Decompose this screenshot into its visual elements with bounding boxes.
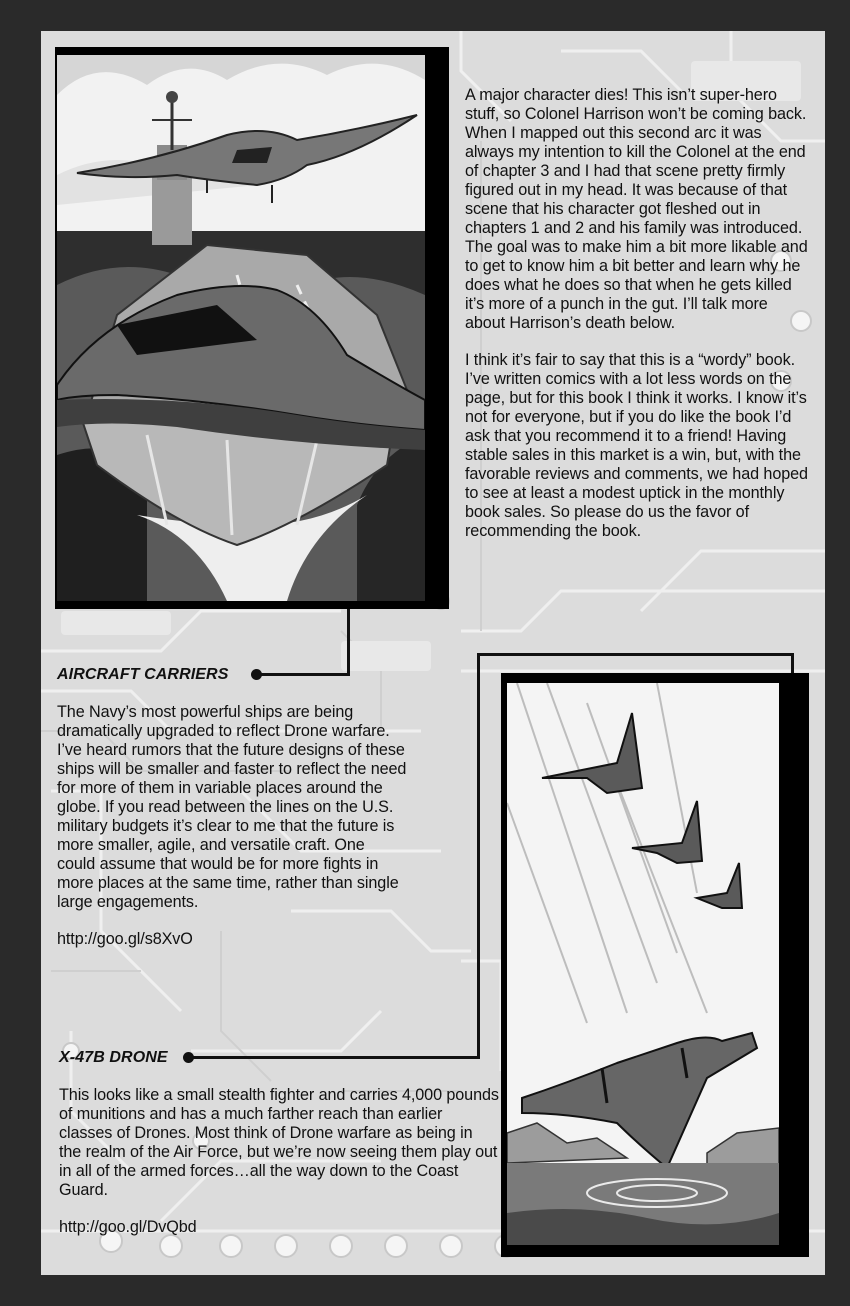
- drone-squadron-illustration: [507, 683, 779, 1245]
- drone-link[interactable]: http://goo.gl/DvQbd: [59, 1218, 197, 1236]
- drone-connector-top: [477, 653, 794, 656]
- drone-heading: X-47B DRONE: [59, 1049, 168, 1066]
- carrier-connector-dot: [251, 669, 262, 680]
- carrier-connector-vertical: [347, 609, 350, 675]
- intro-paragraph-2: I think it’s fair to say that this is a “wordy” book. I’ve written comics with a lot less words on the page, but for this book I think it works. I know it’s not for everyone, but if you do like the book I’d ask that you recommend it to a friend! Having stable sales in this market is a win, but, with the favorable reviews and comments, we had hoped to see at least a modest uptick in the monthly book sales. So please do us the favor of recommending the book.: [465, 351, 808, 540]
- drone-panel: [507, 683, 779, 1245]
- drone-connector-horizontal: [189, 1056, 480, 1059]
- carriers-section: [57, 703, 407, 967]
- carrier-panel: [57, 55, 425, 601]
- drone-connector-right: [791, 653, 794, 675]
- drone-section: [59, 1086, 499, 1255]
- drone-connector-vertical: [477, 653, 480, 1058]
- carriers-link[interactable]: http://goo.gl/s8XvO: [57, 930, 193, 948]
- carriers-heading: AIRCRAFT CARRIERS: [57, 666, 229, 683]
- intro-text: [465, 86, 811, 559]
- drone-body: This looks like a small stealth fighter and carries 4,000 pounds of munitions and has a much farther reach than earlier classes of Drones. Most think of Drone warfare as being in the realm of the Air Force, but we’re now seeing them play out in all of the armed forces…all the way down to the Coast Guard.: [59, 1086, 499, 1199]
- article-page: [41, 31, 825, 1275]
- intro-paragraph-1: A major character dies! This isn’t super-hero stuff, so Colonel Harrison won’t be coming back. When I mapped out this second arc it was always my intention to kill the Colonel at the end of chapter 3 and I had that scene pretty firmly figured out in my head. It was because of that scene that his character got fleshed out in chapters 1 and 2 and his family was introduced. The goal was to make him a bit more likable and to get to know him a bit better and learn why he does what he does so that when he gets killed it’s more of a punch in the gut. I’ll talk more about Harrison’s death below.: [465, 86, 808, 332]
- carriers-body: The Navy’s most powerful ships are being dramatically upgraded to reflect Drone warfare. I’ve heard rumors that the future designs of these ships will be smaller and faster to reflect the need for more of them in variable places around the globe. If you read between the lines on the U.S. military budgets it’s clear to me that the future is more smaller, agile, and versatile craft. One could assume that would be for more fights in more places at the same time, rather than single large engagements.: [57, 703, 407, 911]
- aircraft-carrier-illustration: [57, 55, 425, 601]
- drone-connector-dot: [183, 1052, 194, 1063]
- carrier-connector-horizontal: [257, 673, 350, 676]
